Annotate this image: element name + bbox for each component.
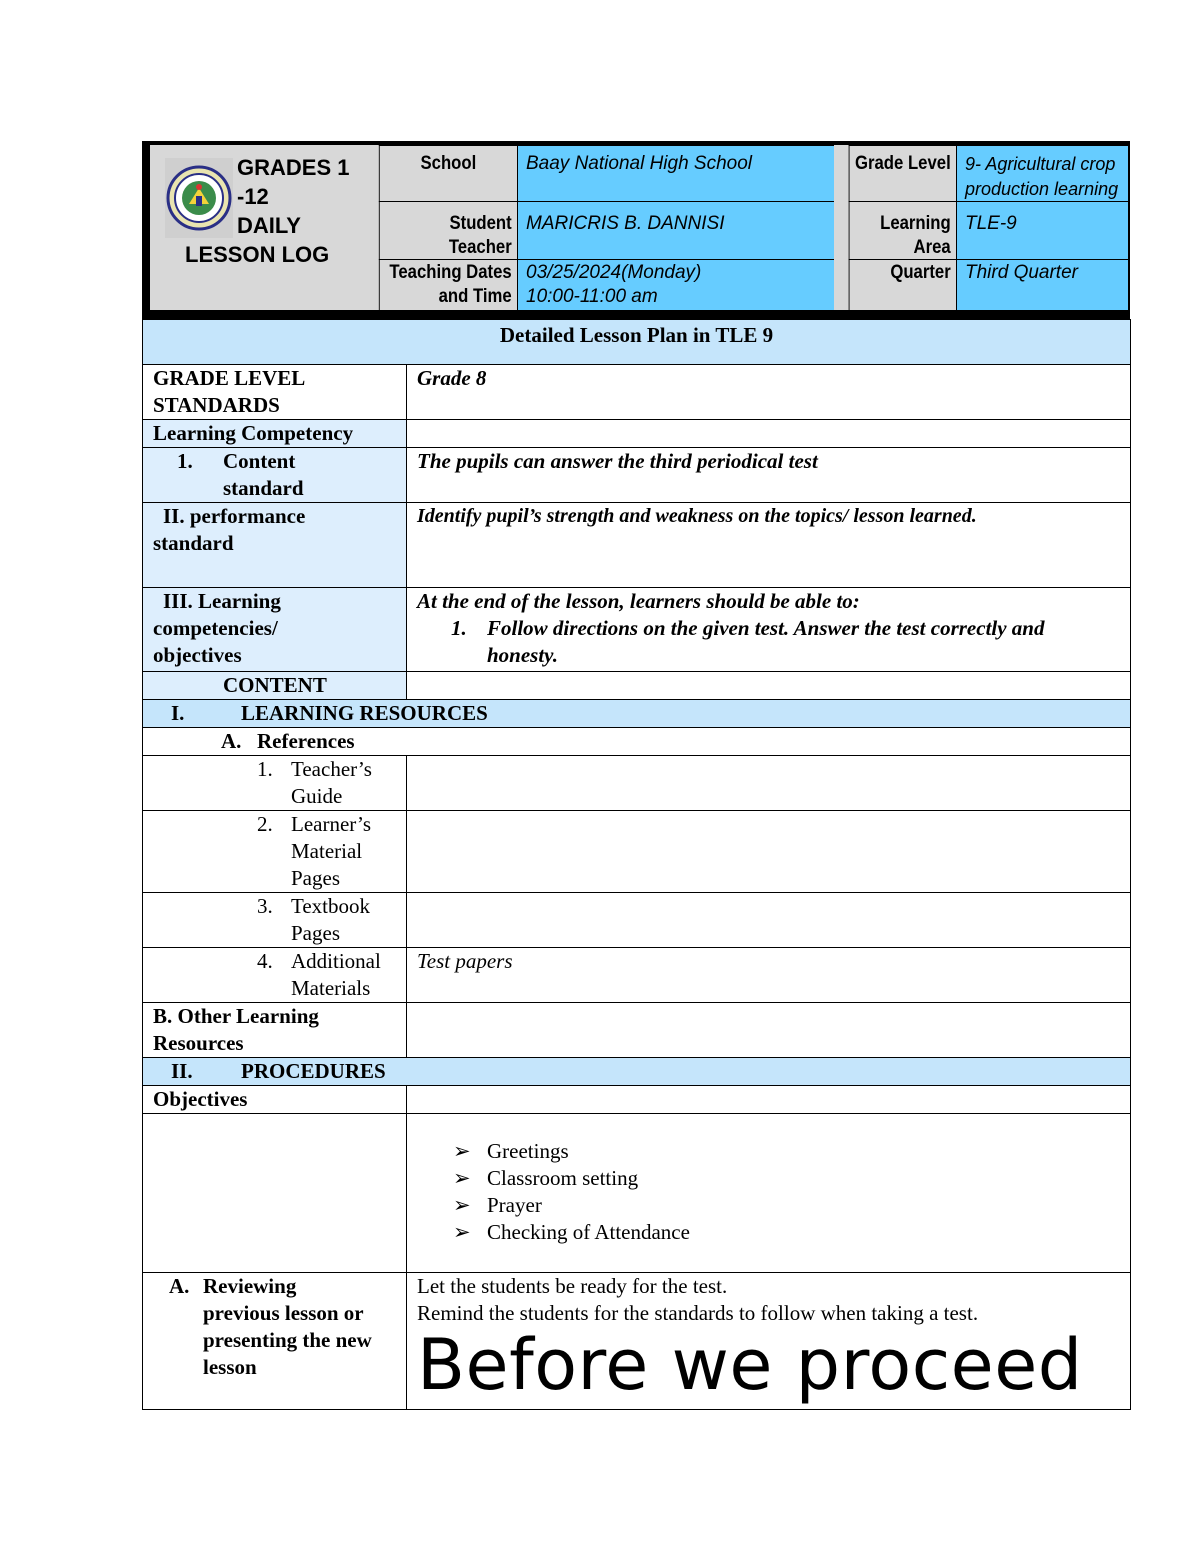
objectives-label-line1: III. Learning bbox=[163, 589, 281, 613]
content-row bbox=[143, 672, 1131, 700]
other-resources-label-line1: B. Other Learning bbox=[153, 1004, 319, 1028]
ref-row bbox=[143, 811, 1131, 893]
ref-value bbox=[407, 811, 1131, 893]
objectives-label-row bbox=[143, 1086, 1131, 1114]
content-standard-num: 1. bbox=[177, 449, 193, 473]
other-resources-value bbox=[407, 1003, 1131, 1058]
content-standard-row bbox=[143, 448, 1131, 503]
learning-resources-row bbox=[143, 700, 1131, 728]
arrow-bullet-icon: ➢ bbox=[453, 1139, 471, 1163]
reviewing-row bbox=[143, 1273, 1131, 1410]
bullet-item bbox=[417, 1138, 1120, 1165]
ref-line2: Material bbox=[291, 839, 363, 863]
content-value bbox=[407, 672, 1131, 700]
procedures-label: PROCEDURES bbox=[241, 1059, 386, 1083]
grade-level-label-cell bbox=[849, 145, 956, 201]
ref-value: Test papers bbox=[407, 948, 1131, 1003]
performance-standard-label bbox=[143, 503, 407, 588]
plan-title: Detailed Lesson Plan in TLE 9 bbox=[143, 320, 1131, 365]
ref-row bbox=[143, 756, 1131, 811]
reviewing-label-line1: Reviewing bbox=[203, 1274, 297, 1298]
title-line-4: LESSON LOG bbox=[185, 242, 330, 267]
preliminary-activities-label bbox=[143, 1114, 407, 1273]
ref-row bbox=[143, 948, 1131, 1003]
ref-line2: Materials bbox=[291, 976, 371, 1000]
quarter-value-cell bbox=[956, 259, 1128, 310]
ref-num: 3. bbox=[257, 894, 273, 918]
ref-num: 1. bbox=[257, 757, 273, 781]
arrow-bullet-icon: ➢ bbox=[453, 1193, 471, 1217]
ref-line1: Additional bbox=[291, 949, 381, 973]
ref-label bbox=[143, 756, 407, 811]
bullet-item bbox=[417, 1165, 1120, 1192]
ref-line2: Pages bbox=[291, 921, 340, 945]
bullet-text: Prayer bbox=[487, 1193, 542, 1217]
reviewing-line2: Remind the students for the standards to follow when taking a test. bbox=[417, 1301, 979, 1325]
ref-value bbox=[407, 893, 1131, 948]
header-bottom-bar bbox=[150, 310, 1128, 319]
teaching-dates-value-line2: 10:00-11:00 am bbox=[526, 286, 658, 307]
bullet-text: Classroom setting bbox=[487, 1166, 639, 1190]
ref-label bbox=[143, 948, 407, 1003]
title-line-1: GRADES 1 bbox=[237, 155, 350, 180]
bullet-text: Checking of Attendance bbox=[487, 1220, 690, 1244]
learning-area-value: TLE-9 bbox=[965, 213, 1017, 234]
grade-level-value-line1: 9- Agricultural crop bbox=[965, 154, 1116, 174]
ref-line1: Textbook bbox=[291, 894, 371, 918]
performance-standard-row bbox=[143, 503, 1131, 588]
reviewing-big-text: Before we proceed bbox=[417, 1324, 1083, 1406]
title-line-2: -12 bbox=[237, 184, 269, 209]
reviewing-label-line2: previous lesson or bbox=[203, 1301, 364, 1325]
ref-line1: Learner’s bbox=[291, 812, 372, 836]
quarter-label: Quarter bbox=[890, 262, 951, 283]
quarter-label-cell bbox=[849, 259, 956, 310]
objectives-label-line3: objectives bbox=[153, 643, 242, 667]
lesson-log-title bbox=[185, 153, 357, 269]
bullet-item bbox=[417, 1192, 1120, 1219]
objectives-value bbox=[407, 588, 1131, 672]
ref-label bbox=[143, 811, 407, 893]
learning-area-label-line2: Area bbox=[913, 237, 951, 258]
arrow-bullet-icon: ➢ bbox=[453, 1166, 471, 1190]
ref-row bbox=[143, 893, 1131, 948]
performance-standard-value: Identify pupil’s strength and weakness on the topics/ lesson learned. bbox=[407, 503, 1131, 588]
grade-level-standards-label bbox=[143, 365, 407, 420]
ref-label bbox=[143, 893, 407, 948]
teaching-dates-label-line1: Teaching Dates bbox=[389, 262, 512, 283]
references-heading bbox=[143, 728, 1131, 756]
teaching-dates-value-cell bbox=[517, 259, 834, 310]
grade-level-standards-value: Grade 8 bbox=[407, 365, 1131, 420]
objectives-intro: At the end of the lesson, learners should be able to: bbox=[417, 589, 860, 613]
other-resources-label bbox=[143, 1003, 407, 1058]
procedures-row bbox=[143, 1058, 1131, 1086]
learning-competency-value bbox=[407, 420, 1131, 448]
ref-value bbox=[407, 756, 1131, 811]
grade-level-standards-row bbox=[143, 365, 1131, 420]
performance-standard-label-line2: standard bbox=[153, 531, 234, 555]
ref-line2: Guide bbox=[291, 784, 343, 808]
grade-level-label: Grade Level bbox=[854, 153, 951, 174]
objectives-label-line2: competencies/ bbox=[153, 616, 278, 640]
content-standard-value: The pupils can answer the third periodical test bbox=[407, 448, 1131, 503]
content-standard-label-line2: standard bbox=[223, 476, 304, 500]
reviewing-label-line3: presenting the new bbox=[203, 1328, 372, 1352]
school-value-cell bbox=[517, 145, 834, 201]
other-resources-row bbox=[143, 1003, 1131, 1058]
student-teacher-label-line2: Teacher bbox=[448, 237, 512, 258]
procedures-heading bbox=[143, 1058, 1131, 1086]
learning-resources-label: LEARNING RESOURCES bbox=[241, 701, 488, 725]
plan-title-row bbox=[143, 320, 1131, 365]
student-teacher-label-line1: Student bbox=[449, 213, 512, 234]
content-label: CONTENT bbox=[143, 672, 407, 700]
objectives-item-num: 1. bbox=[451, 616, 467, 640]
ref-num: 4. bbox=[257, 949, 273, 973]
ref-line3: Pages bbox=[291, 866, 340, 890]
arrow-bullet-icon: ➢ bbox=[453, 1220, 471, 1244]
objectives-row-label: Objectives bbox=[143, 1086, 407, 1114]
learning-area-label-line1: Learning bbox=[880, 213, 951, 234]
reviewing-label-line4: lesson bbox=[203, 1355, 257, 1379]
references-num: A. bbox=[221, 729, 242, 753]
procedures-num: II. bbox=[171, 1059, 193, 1083]
teaching-dates-value-line1: 03/25/2024(Monday) bbox=[526, 262, 702, 283]
school-label-cell bbox=[379, 145, 517, 201]
school-label: School bbox=[420, 153, 477, 174]
reviewing-num: A. bbox=[169, 1274, 190, 1298]
reviewing-value bbox=[407, 1273, 1131, 1410]
grade-level-value-cell bbox=[956, 145, 1128, 201]
preliminary-activities-row bbox=[143, 1114, 1131, 1273]
references-row bbox=[143, 728, 1131, 756]
objectives-item-line2: honesty. bbox=[487, 643, 558, 667]
preliminary-activities-list bbox=[407, 1114, 1131, 1273]
teaching-dates-label-cell bbox=[379, 259, 517, 310]
learning-resources-heading bbox=[143, 700, 1131, 728]
grade-level-standards-label-line2: STANDARDS bbox=[153, 393, 280, 417]
school-value: Baay National High School bbox=[526, 153, 753, 174]
student-teacher-value-cell bbox=[517, 201, 834, 259]
references-label: References bbox=[257, 729, 355, 753]
learning-competency-label: Learning Competency bbox=[143, 420, 407, 448]
objectives-row bbox=[143, 588, 1131, 672]
objectives-label bbox=[143, 588, 407, 672]
performance-standard-label-line1: II. performance bbox=[163, 504, 306, 528]
learning-area-label-cell bbox=[849, 201, 956, 259]
bullet-text: Greetings bbox=[487, 1139, 569, 1163]
learning-area-value-cell bbox=[956, 201, 1128, 259]
objectives-row-value bbox=[407, 1086, 1131, 1114]
content-standard-label bbox=[143, 448, 407, 503]
reviewing-line1: Let the students be ready for the test. bbox=[417, 1274, 728, 1298]
quarter-value: Third Quarter bbox=[965, 262, 1078, 283]
ref-line1: Teacher’s bbox=[291, 757, 372, 781]
title-line-3: DAILY bbox=[237, 213, 301, 238]
learning-competency-row bbox=[143, 420, 1131, 448]
other-resources-label-line2: Resources bbox=[153, 1031, 244, 1055]
grade-level-value-line2: production learning bbox=[965, 179, 1119, 199]
student-teacher-value: MARICRIS B. DANNISI bbox=[526, 213, 725, 234]
learning-resources-num: I. bbox=[171, 701, 185, 725]
teaching-dates-label-line2: and Time bbox=[438, 286, 512, 307]
content-standard-label-line1: Content bbox=[223, 449, 296, 473]
bullet-item bbox=[417, 1219, 1120, 1246]
grade-level-standards-label-line1: GRADE LEVEL bbox=[153, 366, 306, 390]
reviewing-label bbox=[143, 1273, 407, 1410]
lesson-plan-table bbox=[142, 319, 1131, 1410]
objectives-item-line1: Follow directions on the given test. Answer the test correctly and bbox=[487, 616, 1045, 640]
student-teacher-label-cell bbox=[379, 201, 517, 259]
ref-num: 2. bbox=[257, 812, 273, 836]
